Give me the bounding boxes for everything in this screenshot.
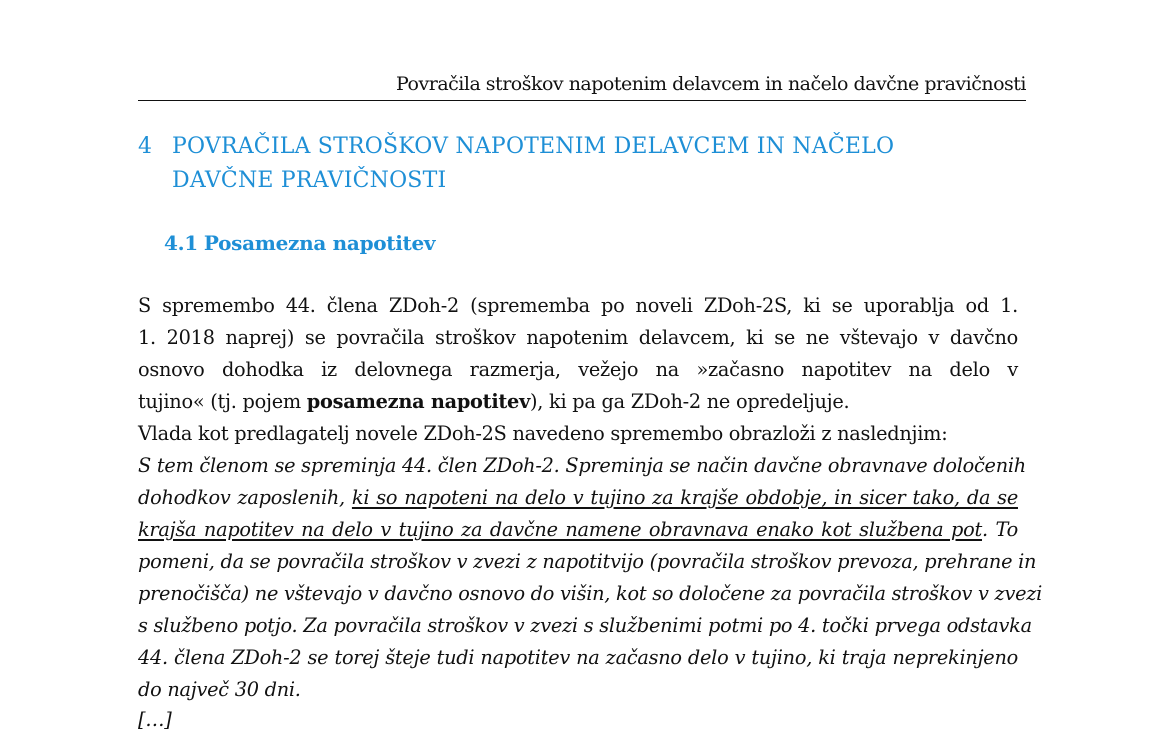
quote-ellipsis: […] (138, 708, 172, 731)
quote-line-3-end: . To (982, 518, 1018, 541)
quote-underlined-part-1: ki so napoteni na delo v tujino za krajše obdobje, in sicer tako, da se (351, 486, 1018, 509)
paragraph-2-line-1: Vlada kot predlagatelj novele ZDoh-2S navedeno spremembo obrazloži z naslednjim: (138, 422, 948, 445)
quote-underlined-part-2: krajša napotitev na delo v tujino za davčne namene obravnava enako kot službena pot (138, 518, 982, 541)
quote-line-2-start: dohodkov zaposlenih, (138, 486, 352, 509)
section-heading (164, 229, 435, 257)
paragraph-1-line-4-start: tujino« (tj. pojem (138, 390, 307, 413)
chapter-number: 4 (138, 134, 153, 159)
quote-line-4: pomeni, da se povračila stroškov v zvezi z napotitvijo (povračila stroškov prevoza, prehrane in (138, 550, 1037, 573)
quote-line-2 (138, 482, 1018, 514)
running-header: Povračila stroškov napotenim delavcem in načelo davčne pravičnosti (396, 73, 1026, 95)
paragraph-1-line-4-end: ), ki pa ga ZDoh-2 ne opredeljuje. (530, 390, 850, 413)
quote-line-1: S tem členom se spreminja 44. člen ZDoh-2. Spreminja se način davčne obravnave določenih (138, 454, 1026, 477)
quote-line-7: 44. člena ZDoh-2 se torej šteje tudi napotitev na začasno delo v tujino, ki traja neprekinjeno (138, 646, 1018, 669)
section-number: 4.1 (164, 231, 198, 255)
paragraph-1-line-2: 1. 2018 naprej) se povračila stroškov napotenim delavcem, ki se ne vštevajo v davčno (138, 326, 1018, 349)
term-posamezna-napotitev: posamezna napotitev (306, 390, 531, 413)
chapter-title-line-1: POVRAČILA STROŠKOV NAPOTENIM DELAVCEM IN NAČELO (172, 134, 895, 159)
paragraph-1-line-4 (138, 386, 1018, 418)
chapter-title-line-2: DAVČNE PRAVIČNOSTI (172, 168, 447, 193)
paragraph-1-line-1: S spremembo 44. člena ZDoh-2 (sprememba po noveli ZDoh-2S, ki se uporablja od 1. (138, 294, 1018, 317)
header-rule (138, 100, 1026, 101)
section-title: Posamezna napotitev (203, 231, 436, 255)
quote-line-6: s službeno potjo. Za povračila stroškov v zvezi s službenimi potmi po 4. točki prvega odstavka (138, 614, 1032, 637)
chapter-heading (138, 130, 1026, 198)
quote-line-3 (138, 514, 1018, 546)
quote-line-5: prenočišča) ne vštevajo v davčno osnovo do višin, kot so določene za povračila stroškov v zvezi (138, 582, 1043, 605)
quote-line-8: do največ 30 dni. (138, 678, 301, 701)
paragraph-1-line-3: osnovo dohodka iz delovnega razmerja, vežejo na »začasno napotitev na delo v (138, 358, 1018, 381)
